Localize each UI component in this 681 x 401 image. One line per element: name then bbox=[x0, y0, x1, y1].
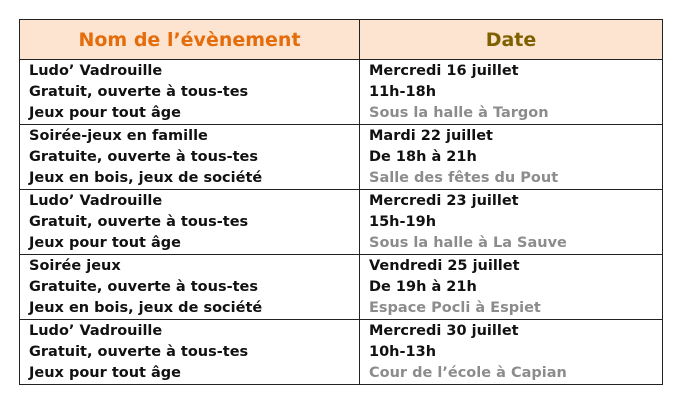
event-games: Jeux pour tout âge bbox=[29, 234, 182, 251]
table-row bbox=[20, 60, 663, 125]
table-row bbox=[20, 125, 663, 190]
event-games: Jeux pour tout âge bbox=[29, 104, 182, 121]
table-row bbox=[20, 190, 663, 255]
event-time: 15h-19h bbox=[369, 213, 437, 230]
event-place: Sous la halle à Targon bbox=[369, 104, 549, 121]
date-cell bbox=[360, 255, 663, 320]
event-place: Salle des fêtes du Pout bbox=[369, 169, 559, 186]
event-cell bbox=[20, 320, 360, 385]
date-column-header: Date bbox=[360, 20, 663, 60]
event-day: Vendredi 25 juillet bbox=[369, 257, 520, 274]
table-row bbox=[20, 320, 663, 385]
event-games: Jeux en bois, jeux de société bbox=[29, 299, 263, 316]
event-name: Ludo’ Vadrouille bbox=[29, 322, 163, 339]
event-day: Mercredi 30 juillet bbox=[369, 322, 519, 339]
date-cell bbox=[360, 60, 663, 125]
event-cell bbox=[20, 125, 360, 190]
event-games: Jeux pour tout âge bbox=[29, 364, 182, 381]
event-day: Mercredi 16 juillet bbox=[369, 62, 519, 79]
event-cell bbox=[20, 190, 360, 255]
event-price: Gratuit, ouverte à tous-tes bbox=[29, 213, 249, 230]
event-games: Jeux en bois, jeux de société bbox=[29, 169, 263, 186]
event-time: 10h-13h bbox=[369, 343, 437, 360]
event-place: Sous la halle à La Sauve bbox=[369, 234, 567, 251]
event-day: Mercredi 23 juillet bbox=[369, 192, 519, 209]
date-cell bbox=[360, 125, 663, 190]
event-time: 11h-18h bbox=[369, 83, 437, 100]
event-place: Cour de l’école à Capian bbox=[369, 364, 567, 381]
event-price: Gratuite, ouverte à tous-tes bbox=[29, 148, 259, 165]
event-name: Ludo’ Vadrouille bbox=[29, 62, 163, 79]
event-price: Gratuite, ouverte à tous-tes bbox=[29, 278, 259, 295]
date-cell bbox=[360, 320, 663, 385]
event-name: Ludo’ Vadrouille bbox=[29, 192, 163, 209]
table-row bbox=[20, 255, 663, 320]
event-price: Gratuit, ouverte à tous-tes bbox=[29, 343, 249, 360]
event-name: Soirée-jeux en famille bbox=[29, 127, 208, 144]
event-name-column-header: Nom de l’évènement bbox=[20, 20, 360, 60]
events-schedule-table bbox=[19, 19, 663, 385]
event-cell bbox=[20, 255, 360, 320]
event-name: Soirée jeux bbox=[29, 257, 121, 274]
event-time: De 18h à 21h bbox=[369, 148, 477, 165]
table-header-row bbox=[20, 20, 663, 60]
event-price: Gratuit, ouverte à tous-tes bbox=[29, 83, 249, 100]
event-time: De 19h à 21h bbox=[369, 278, 477, 295]
event-place: Espace Pocli à Espiet bbox=[369, 299, 541, 316]
event-cell bbox=[20, 60, 360, 125]
date-cell bbox=[360, 190, 663, 255]
event-day: Mardi 22 juillet bbox=[369, 127, 493, 144]
